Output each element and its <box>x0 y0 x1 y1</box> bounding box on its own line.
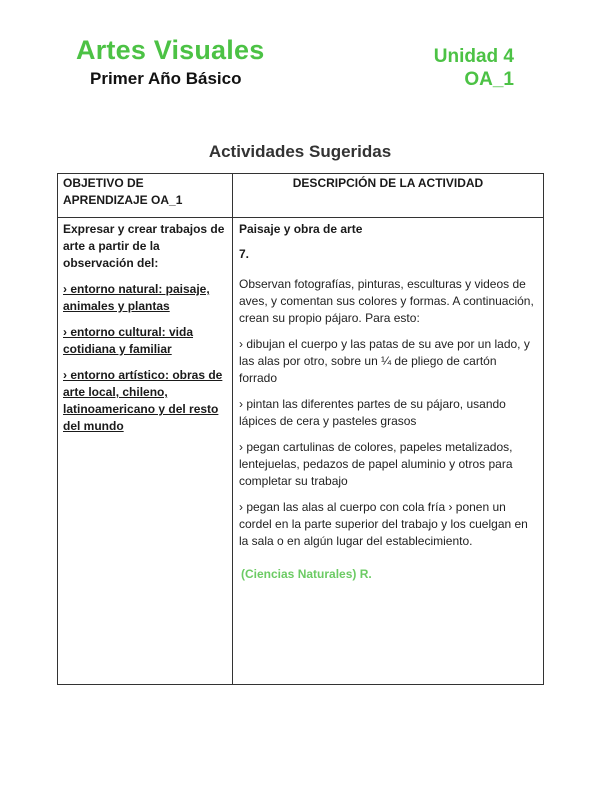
activities-table <box>57 173 544 685</box>
activity-step: › dibujan el cuerpo y las patas de su ave por un lado, y las alas por otro, sobre un ¼ de pliego de cartón forrado <box>239 337 530 385</box>
activity-number: 7. <box>239 247 250 261</box>
description-column-header: DESCRIPCIÓN DE LA ACTIVIDAD <box>233 174 544 218</box>
activity-step: › pegan las alas al cuerpo con cola fría › ponen un cordel en la parte superior del trabajo y los cuelgan en la sala o en algún lugar del establecimiento. <box>239 500 528 548</box>
objective-item-artistic: › entorno artístico: obras de arte local, chileno, latinoamericano y del resto del mundo <box>63 368 223 433</box>
objective-item-cultural: › entorno cultural: vida cotidiana y familiar <box>63 325 194 356</box>
objective-item-natural: › entorno natural: paisaje, animales y plantas <box>63 282 210 313</box>
section-title: Actividades Sugeridas <box>208 142 392 161</box>
table-header-row <box>58 174 544 218</box>
cross-subject-link[interactable]: (Ciencias Naturales) R. <box>241 567 372 581</box>
page-title: Artes Visuales <box>76 35 265 65</box>
unit-label: Unidad 4 <box>433 46 514 67</box>
activity-title: Paisaje y obra de arte <box>239 222 363 236</box>
activity-step: › pintan las diferentes partes de su pájaro, usando lápices de cera y pasteles grasos <box>239 397 506 428</box>
activity-paragraph: Observan fotografías, pinturas, esculturas y videos de aves, y comentan sus colores y formas. A continuación, crean su propio pájaro. Para esto: <box>239 277 534 325</box>
activity-step: › pegan cartulinas de colores, papeles metalizados, lentejuelas, pedazos de papel aluminio y otros para completar su trabajo <box>239 440 513 488</box>
objective-intro: Expresar y crear trabajos de arte a partir de la observación del: <box>63 222 225 270</box>
table-row <box>58 218 544 685</box>
oa-label: OA_1 <box>464 69 514 90</box>
page-subtitle: Primer Año Básico <box>90 69 242 88</box>
objective-column-header: OBJETIVO DE APRENDIZAJE OA_1 <box>58 174 233 218</box>
activity-cell <box>233 218 544 685</box>
objective-cell <box>58 218 233 685</box>
